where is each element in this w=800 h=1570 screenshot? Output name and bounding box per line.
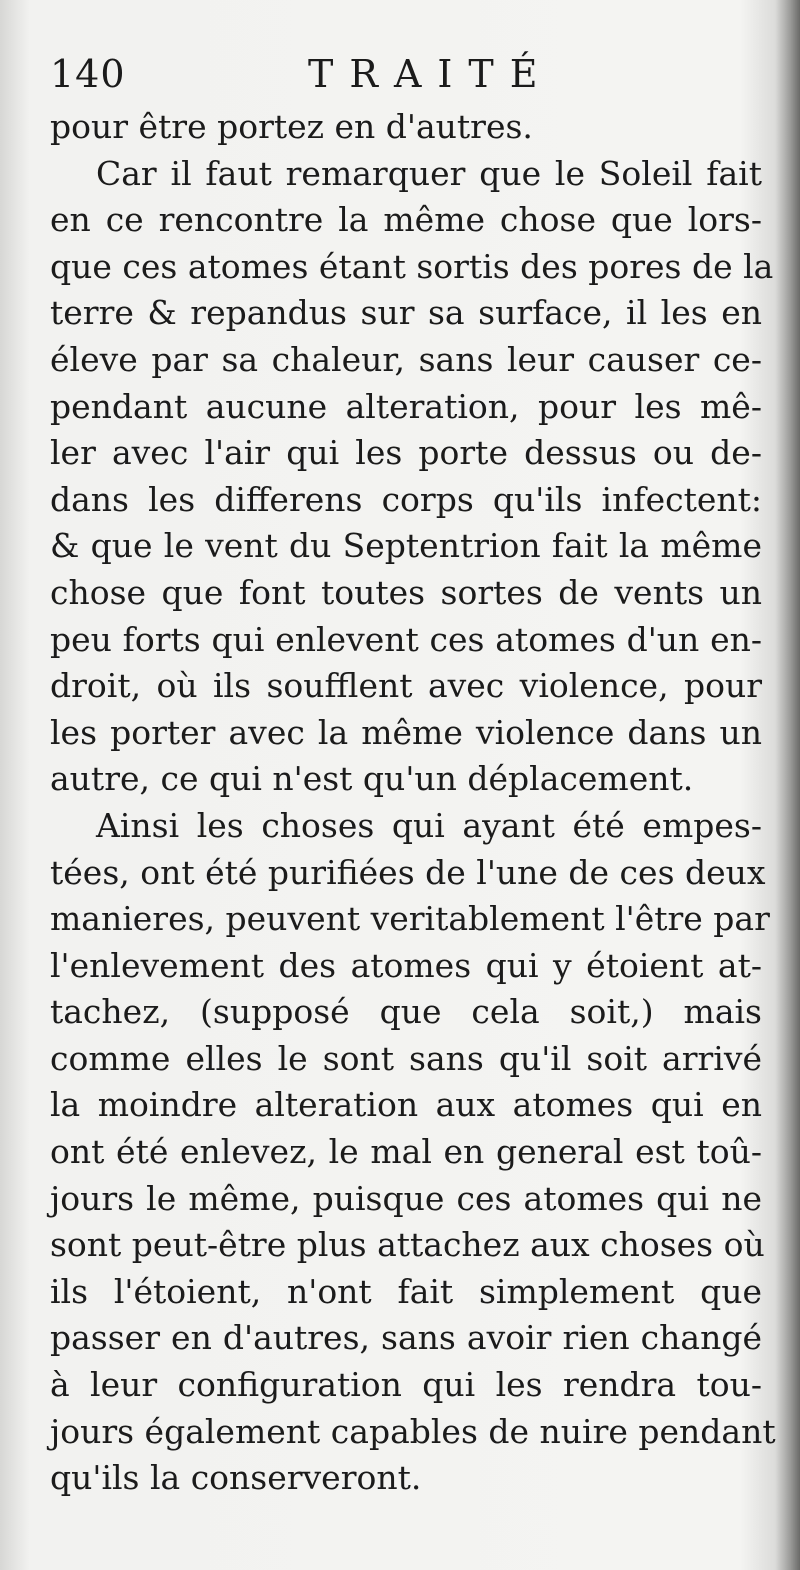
text-line: manieres, peuvent veritablement l'être par	[50, 899, 770, 939]
text-line: ler avec l'air qui les porte dessus ou de-	[50, 433, 762, 473]
text-line: jours le même, puisque ces atomes qui ne	[50, 1178, 762, 1218]
text-line: dans les differens corps qu'ils infectent:	[50, 479, 762, 519]
text-line: Car il faut remarquer que le Soleil fait	[96, 153, 762, 193]
text-line: que ces atomes étant sortis des pores de la	[50, 246, 774, 286]
text-line: passer en d'autres, sans avoir rien changé	[50, 1318, 762, 1358]
body-text	[50, 104, 776, 1502]
text-line: pendant aucune alteration, pour les mê-	[50, 386, 762, 426]
text-line: ont été enlevez, le mal en general est toû-	[50, 1132, 762, 1172]
text-line: & que le vent du Septentrion fait la même	[50, 526, 762, 566]
text-line: comme elles le sont sans qu'il soit arrivé	[50, 1038, 762, 1078]
text-line: terre & repandus sur sa surface, il les en	[50, 293, 762, 333]
text-line: pour être portez en d'autres.	[50, 107, 533, 146]
text-line: en ce rencontre la même chose que lors-	[50, 200, 762, 240]
text-line: éleve par sa chaleur, sans leur causer ce-	[50, 339, 762, 379]
text-line: les porter avec la même violence dans un	[50, 712, 762, 752]
text-line: droit, où ils soufflent avec violence, pour	[50, 666, 762, 706]
text-line: la moindre alteration aux atomes qui en	[50, 1085, 762, 1125]
text-line: qu'ils la conserveront.	[50, 1458, 422, 1498]
text-line: autre, ce qui n'est qu'un déplacement.	[50, 759, 694, 799]
text-line: à leur configuration qui les rendra tou-	[50, 1365, 762, 1405]
text-line: Ainsi les choses qui ayant été empes-	[96, 805, 762, 845]
text-line: peu forts qui enlevent ces atomes d'un en-	[50, 619, 762, 659]
text-line: tachez, (supposé que cela soit,) mais	[50, 992, 762, 1032]
running-title: TRAITÉ	[308, 52, 554, 96]
page-number: 140	[50, 52, 126, 96]
text-line: sont peut-être plus attachez aux choses où	[50, 1225, 765, 1265]
text-line: chose que font toutes sortes de vents un	[50, 572, 762, 612]
text-line: tées, ont été purifiées de l'une de ces deux	[50, 852, 766, 892]
text-line: ils l'étoient, n'ont fait simplement que	[50, 1271, 762, 1311]
text-line: l'enlevement des atomes qui y étoient at-	[50, 945, 762, 985]
text-line: jours également capables de nuire pendant	[50, 1411, 776, 1451]
page-header	[50, 52, 760, 100]
